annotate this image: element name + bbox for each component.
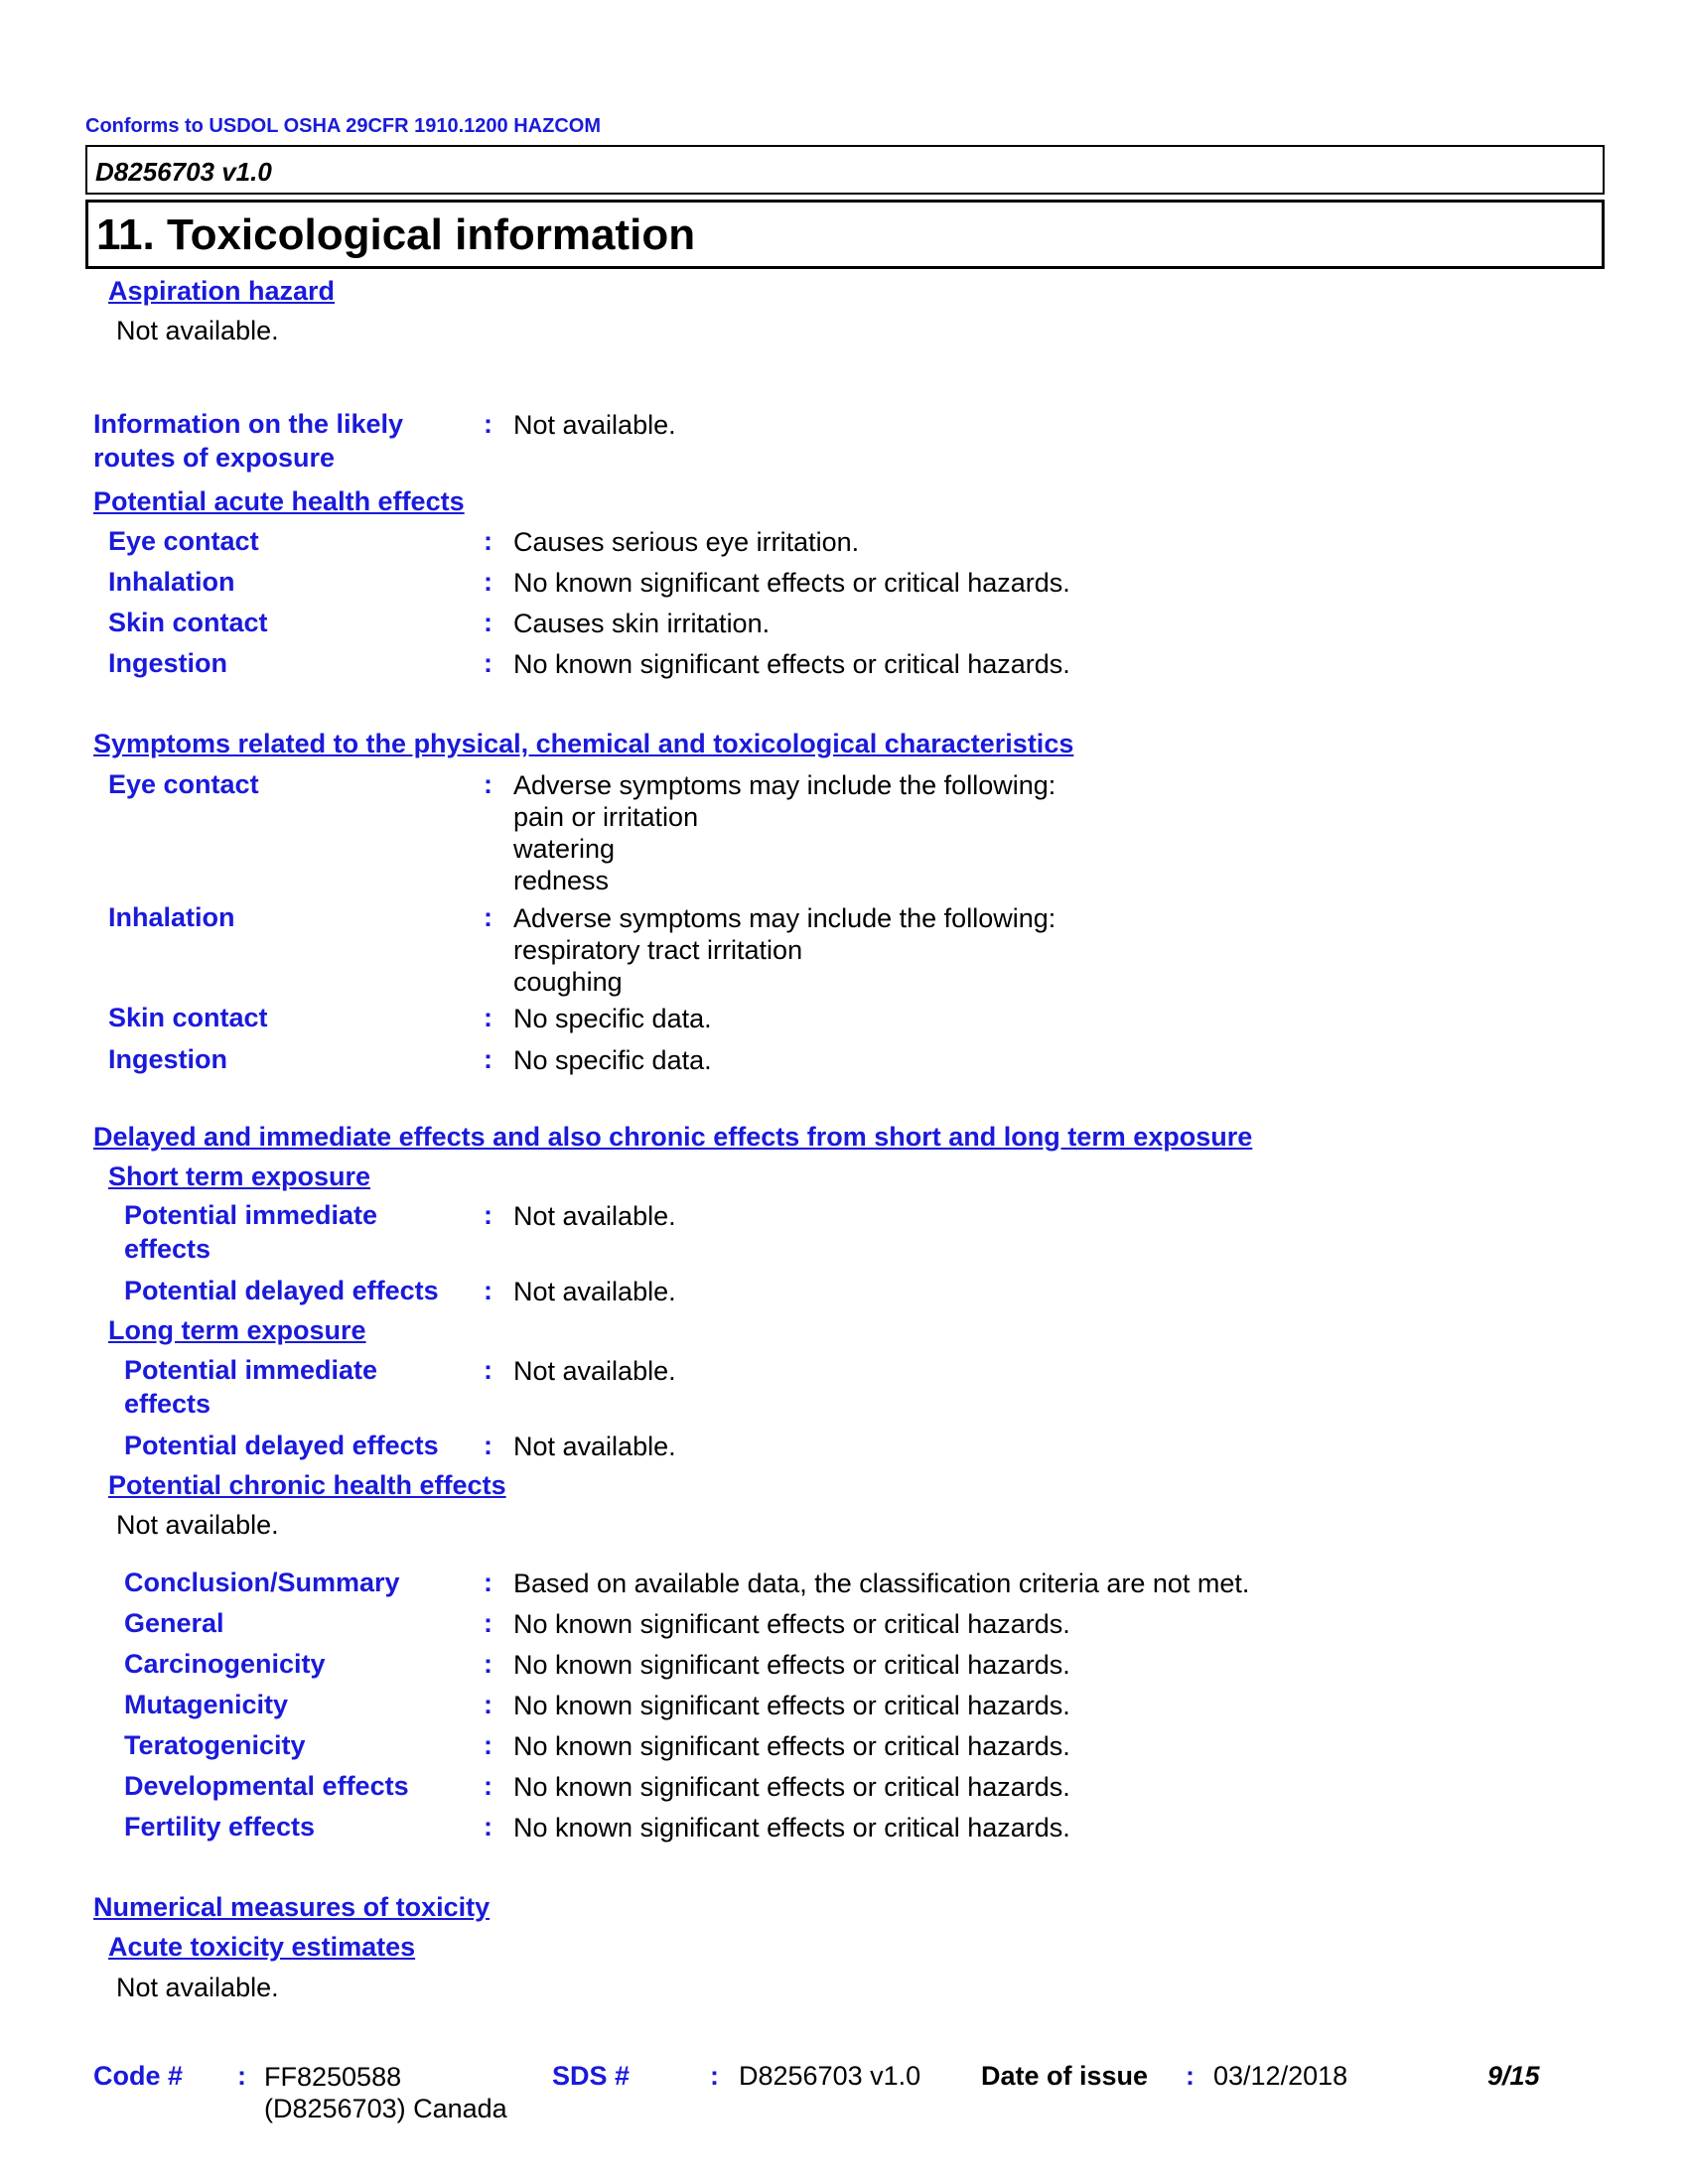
chronic-label-conclusion: Conclusion/Summary: [124, 1568, 400, 1597]
aspiration-value: Not available.: [116, 316, 279, 345]
chronic-label-mutagenicity: Mutagenicity: [124, 1690, 289, 1719]
symptoms-heading: Symptoms related to the physical, chemical and toxicological characteristics: [93, 729, 1074, 758]
footer-code-value: FF8250588 (D8256703) Canada: [264, 2062, 507, 2123]
symptoms-value-ingestion: No specific data.: [513, 1045, 712, 1075]
colon: :: [484, 1568, 492, 1597]
acute-value-inhalation: No known significant effects or critical hazards.: [513, 568, 1070, 598]
numerical-heading: Numerical measures of toxicity: [93, 1892, 491, 1922]
colon: :: [484, 526, 492, 556]
symptoms-value-skin: No specific data.: [513, 1004, 712, 1033]
colon: :: [484, 1812, 492, 1842]
colon: :: [484, 1003, 492, 1032]
acute-value-eye: Causes serious eye irritation.: [513, 527, 860, 557]
short-delayed-value: Not available.: [513, 1277, 676, 1306]
short-immediate-label: Potential immediate effects: [124, 1200, 378, 1264]
conforms-note: Conforms to USDOL OSHA 29CFR 1910.1200 HAZCOM: [85, 115, 601, 137]
colon: :: [1186, 2061, 1195, 2091]
chronic-value-carcinogenicity: No known significant effects or critical hazards.: [513, 1650, 1070, 1680]
colon: :: [484, 1608, 492, 1638]
colon: :: [484, 608, 492, 637]
short-term-heading: Short term exposure: [108, 1161, 371, 1191]
long-term-heading: Long term exposure: [108, 1315, 366, 1345]
delayed-heading: Delayed and immediate effects and also chronic effects from short and long term exposure: [93, 1122, 1253, 1152]
colon: :: [484, 1044, 492, 1074]
acute-heading: Potential acute health effects: [93, 486, 465, 516]
symptoms-label-eye: Eye contact: [108, 769, 259, 799]
page-number: 9/15: [1487, 2061, 1540, 2091]
chronic-value-mutagenicity: No known significant effects or critical hazards.: [513, 1691, 1070, 1720]
footer-sds-value: D8256703 v1.0: [739, 2061, 921, 2091]
chronic-value-conclusion: Based on available data, the classification criteria are not met.: [513, 1569, 1250, 1598]
colon: :: [484, 1690, 492, 1719]
chronic-label-developmental: Developmental effects: [124, 1771, 409, 1801]
colon: :: [484, 409, 492, 439]
colon: :: [484, 1276, 492, 1305]
chronic-label-general: General: [124, 1608, 224, 1638]
acute-label-ingestion: Ingestion: [108, 648, 227, 678]
symptoms-value-inhalation: Adverse symptoms may include the following: respiratory tract irritation coughing: [513, 903, 1056, 997]
footer-date-value: 03/12/2018: [1213, 2061, 1348, 2091]
chronic-value-fertility: No known significant effects or critical hazards.: [513, 1813, 1070, 1843]
symptoms-label-ingestion: Ingestion: [108, 1044, 227, 1074]
colon: :: [484, 567, 492, 597]
doc-id: D8256703 v1.0: [95, 157, 272, 187]
colon: :: [484, 648, 492, 678]
routes-label: Information on the likely routes of exposure: [93, 409, 404, 473]
chronic-label-teratogenicity: Teratogenicity: [124, 1730, 306, 1760]
footer-sds-label: SDS #: [552, 2061, 631, 2091]
symptoms-label-inhalation: Inhalation: [108, 902, 235, 932]
chronic-value: Not available.: [116, 1510, 279, 1540]
short-delayed-label: Potential delayed effects: [124, 1276, 439, 1305]
colon: :: [484, 902, 492, 932]
colon: :: [237, 2061, 246, 2091]
colon: :: [484, 1649, 492, 1679]
section-title: 11. Toxicological information: [96, 210, 696, 259]
chronic-value-teratogenicity: No known significant effects or critical hazards.: [513, 1731, 1070, 1761]
long-delayed-label: Potential delayed effects: [124, 1431, 439, 1460]
colon: :: [484, 1771, 492, 1801]
chronic-label-carcinogenicity: Carcinogenicity: [124, 1649, 326, 1679]
colon: :: [484, 1730, 492, 1760]
colon: :: [710, 2061, 719, 2091]
acute-toxicity-heading: Acute toxicity estimates: [108, 1932, 416, 1962]
acute-value-skin: Causes skin irritation.: [513, 609, 771, 638]
aspiration-heading: Aspiration hazard: [108, 276, 336, 306]
colon: :: [484, 1200, 492, 1230]
section-header-box: [85, 200, 1605, 269]
long-delayed-value: Not available.: [513, 1432, 676, 1461]
acute-label-skin: Skin contact: [108, 608, 268, 637]
acute-label-eye: Eye contact: [108, 526, 259, 556]
footer-date-label: Date of issue: [981, 2061, 1149, 2091]
chronic-label-fertility: Fertility effects: [124, 1812, 316, 1842]
chronic-heading: Potential chronic health effects: [108, 1470, 506, 1500]
footer-code-label: Code #: [93, 2061, 184, 2091]
acute-value-ingestion: No known significant effects or critical hazards.: [513, 649, 1070, 679]
chronic-value-developmental: No known significant effects or critical hazards.: [513, 1772, 1070, 1802]
symptoms-value-eye: Adverse symptoms may include the following: pain or irritation watering redness: [513, 770, 1056, 895]
acute-toxicity-value: Not available.: [116, 1973, 279, 2002]
colon: :: [484, 1355, 492, 1385]
short-immediate-value: Not available.: [513, 1201, 676, 1231]
chronic-value-general: No known significant effects or critical hazards.: [513, 1609, 1070, 1639]
colon: :: [484, 769, 492, 799]
long-immediate-value: Not available.: [513, 1356, 676, 1386]
long-immediate-label: Potential immediate effects: [124, 1355, 378, 1419]
doc-id-box: [85, 145, 1605, 195]
symptoms-label-skin: Skin contact: [108, 1003, 268, 1032]
acute-label-inhalation: Inhalation: [108, 567, 235, 597]
routes-value: Not available.: [513, 410, 676, 440]
colon: :: [484, 1431, 492, 1460]
